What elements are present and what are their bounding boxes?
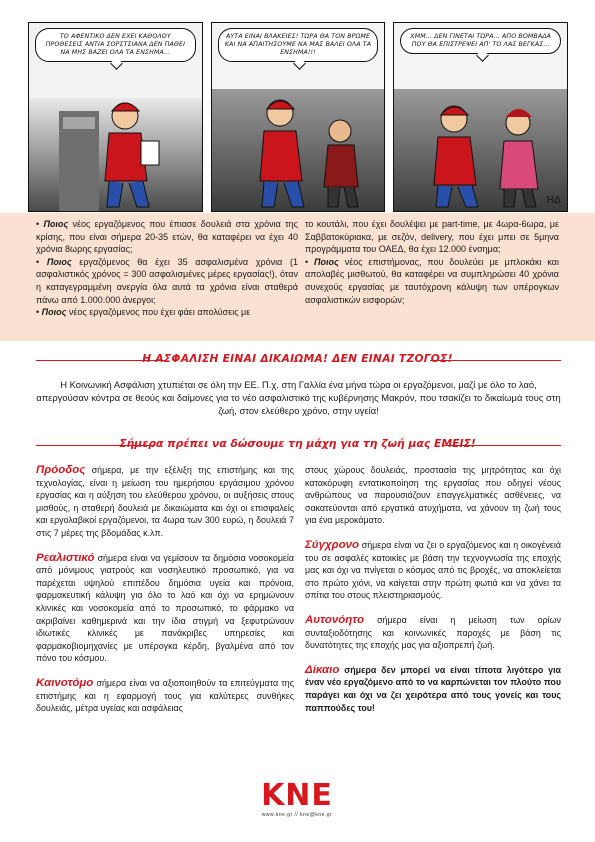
intro-paragraph: Η Κοινωνική Ασφάλιση χτυπιέται σε όλη την ΕΕ. Π.χ. στη Γαλλία ένα μήνα τώρα οι εργαζόμενοι, μαζί με όλο το λαό, απεργούσαν κόντρα σε θεούς και δαίμονες για το νέο ασφαλιστικό της κυβέρνησης Μακρόν, που τσακίζει το δικαίωμά τους στη ζωή, στον ελεύθερο χρόνο, στην υγεία! [36, 379, 561, 416]
keyword: Δίκαιο [305, 663, 340, 676]
body-right-column [305, 464, 561, 726]
body-paragraph: Ρεαλιστικό σήμερα είναι να γεμίσουν τα δημόσια νοσοκομεία από μόνιμους γιατρούς και νοσηλευτικό προσωπικό, για να παρέχεται υψηλού επιπέδου δημόσια υγεία και πρόνοια, φαρμακευτική κάλυψη για όλο το λαό και όχι να ερημώνουν κλινικές και νοσοκομεία από το προσωπικό, το φάρμακο να ακριβαίνει καθημερινά και την ίδια στιγμή να ξεφυτρώνουν ιδιωτικές κλινικές με πανάκριβες υπηρεσίες και φαρμακοβιομηχανίες με υπέρογκα κέρδη, βγαλμένα από τον πόνο του κόσμου. [36, 551, 294, 664]
keyword: Σύγχρονο [305, 538, 360, 551]
comic-strip [28, 22, 568, 212]
body-paragraph: Σύγχρονο σήμερα είναι να ζει ο εργαζόμενος και η οικογένειά του σε ασφαλές κατοικίες με βάση την τεχνογνωσία της εποχής μας και όχι να πνίγεται ο κόσμος από τις βροχές, να αποκλείεται στο πρώτο χιόνι, να καίγεται στην πρώτη φωτιά και να χάνει τα σπίτια του στους πλειστηριασμούς. [305, 538, 561, 601]
section-headline: Η ΑΣΦΑΛΙΣΗ ΕΙΝΑΙ ΔΙΚΑΙΩΜΑ! ΔΕΝ ΕΙΝΑΙ ΤΖΟΓΟΣ! [142, 353, 453, 365]
logo-text: ΚΝΕ [261, 778, 333, 813]
body-paragraph: Δίκαιο σήμερα δεν μπορεί να είναι τίποτα λιγότερο για έναν νέο εργαζόμενο από το να καρπώνεται τον πλούτο που παράγει και όχι να ζει χειρότερα από τους γονείς και τους παππούδες του! [305, 663, 561, 713]
question-item: το κουτάλι, που έχει δουλέψει με part-time, με 4ωρα-6ωρα, με Σαββατοκύριακα, με σεζόν, delivery, που έχει μπει σε 5μηνα προγράμματα του ΟΑΕΔ, θα έχει 12.000 ένσημα; [305, 219, 559, 255]
worker-figure-icon [232, 71, 372, 211]
body-paragraph: στους χώρους δουλειάς, προστασία της μητρότητας και όχι κατακόρυφη εντατικοποίηση της εργασίας που οδηγεί νέους ανθρώπους να παρουσιάζουν επαγγελματικές ασθένειες, να σακατεύονται από εργατικά ατυχήματα, να χάνουν τη ζωή τους για ένα μεροκάματο. [305, 465, 561, 526]
speech-bubble: ΧΜΜ... ΔΕΝ ΓΙΝΕΤΑΙ ΤΩΡΑ... ΑΠΟ ΒΟΜΒΑΔΑ ΠΟΥ ΘΑ ΕΠΙΣΤΡΕΨΕΙ ΑΠ' ΤΟ ΛΑΣ ΒΕΓΚΑΣ... [400, 28, 561, 54]
question-item: • Ποιος νέος εργαζόμενος που έπιασε δουλειά στα χρόνια της κρίσης, που είναι σήμερα 20-35 ετών, θα καταφέρει να έχει 40 χρόνια 8ωρης εργασίας; [36, 219, 298, 255]
body-paragraph: Πρόοδος σήμερα, με την εξέλιξη της επιστήμης και της τεχνολογίας, είναι η μείωση του ημερήσιου εργάσιμου χρόνου εργασίας και η αύξηση του ελεύθερου χρόνου, οι αυξήσεις στους μισθούς, η σταθερή δουλειά με δικαιώματα και όχι οι επισφαλείς και εργολαβικοί εργαζόμενοι, τα 4ωρα των 300 ευρώ, η δουλειά 7 στις 7 μέρες της βδομάδας κ.λπ. [36, 464, 294, 538]
question-lead: Ποιος [43, 219, 69, 229]
body-paragraph: Αυτονόητο σήμερα είναι η μείωση των ορίων συνταξιοδότησης και κοινωνικές παροχές με βάση τις δυνατότητες της εποχής μας για αξιοπρεπή ζωή. [305, 613, 561, 651]
question-item: • Ποιος νέος εργαζόμενος που έχει φάει απολύσεις με [36, 307, 251, 318]
keyword: Καινοτόμο [36, 676, 94, 689]
body-left-column [36, 464, 294, 727]
worker-figure-icon [59, 71, 169, 211]
keyword: Ρεαλιστικό [36, 551, 95, 564]
question-lead: Ποιος [41, 307, 67, 318]
section-headline: Σήμερα πρέπει να δώσουμε τη μάχη για τη ζωή μας ΕΜΕΙΣ! [119, 437, 476, 450]
questions-left-column [36, 218, 298, 319]
question-lead: Ποιος [314, 256, 339, 267]
artist-signature: ΗΔ [546, 195, 562, 206]
speech-bubble: ΤΟ ΑΦΕΝΤΙΚΟ ΔΕΝ ΕΧΕΙ ΚΑΘΟΛΟΥ ΠΡΟΘΕΣΕΙΣ ΑΝΤΙΑ ΣΟΡΣΤΣΙΑΝΑ ΔΕΝ ΠΑΘΕΙ ΝΑ ΜΗΣ ΒΑΖΕΙ ΟΛΑ ΤΑ ΕΝΣΗΜΑ... [35, 28, 196, 62]
comic-panel-3 [393, 22, 568, 212]
comic-panel-2 [211, 22, 386, 212]
comic-panel-1 [28, 22, 203, 212]
body-paragraph: Καινοτόμο σήμερα είναι να αξιοποιηθούν τα επιτεύγματα της επιστήμης και η εφαρμογή τους για καλύτερες συνθήκες δουλειάς, μέτρα υγείας και ασφάλειας [36, 676, 294, 714]
question-item: • Ποιος νέος επιστήμονας, που δουλεύει με μπλοκάκι και απολαβές μισθωτού, θα καταφέρει να συμπληρώσει 40 χρόνια συνεχούς εργασίας με ταυτόχρονη κάλυψη των υπέρογκων ασφαλιστικών εισφορών; [305, 256, 559, 305]
worker-figure-icon [408, 71, 558, 211]
kne-logo [222, 780, 372, 820]
speech-bubble: ΑΥΤΑ ΕΙΝΑΙ ΒΛΑΚΕΙΕΣ! ΤΩΡΑ ΘΑ ΤΟΝ ΒΡΩΜΕ ΚΑΙ ΝΑ ΑΠΑΙΤΗΣΟΥΜΕ ΝΑ ΜΑΣ ΒΑΛΕΙ ΟΛΑ ΤΑ ΕΝΣΗΜΑ!!! [218, 28, 379, 62]
logo-website: www.kne.gr // kne@kne.gr [261, 812, 333, 818]
keyword: Αυτονόητο [305, 613, 364, 626]
question-item: • Ποιος εργαζόμενος θα έχει 35 ασφαλισμένα χρόνια (1 ασφαλιστικός χρόνος = 300 ασφαλισμένες μέρες εργασίας!), όταν η καταγεγραμμένη ανεργία όλα αυτά τα χρόνια είναι σταθερά πάνω από 1.000.000 άνεργοι; [36, 256, 299, 305]
questions-right-column [305, 218, 559, 306]
question-lead: Ποιος [46, 256, 72, 267]
keyword: Πρόοδος [36, 464, 86, 476]
